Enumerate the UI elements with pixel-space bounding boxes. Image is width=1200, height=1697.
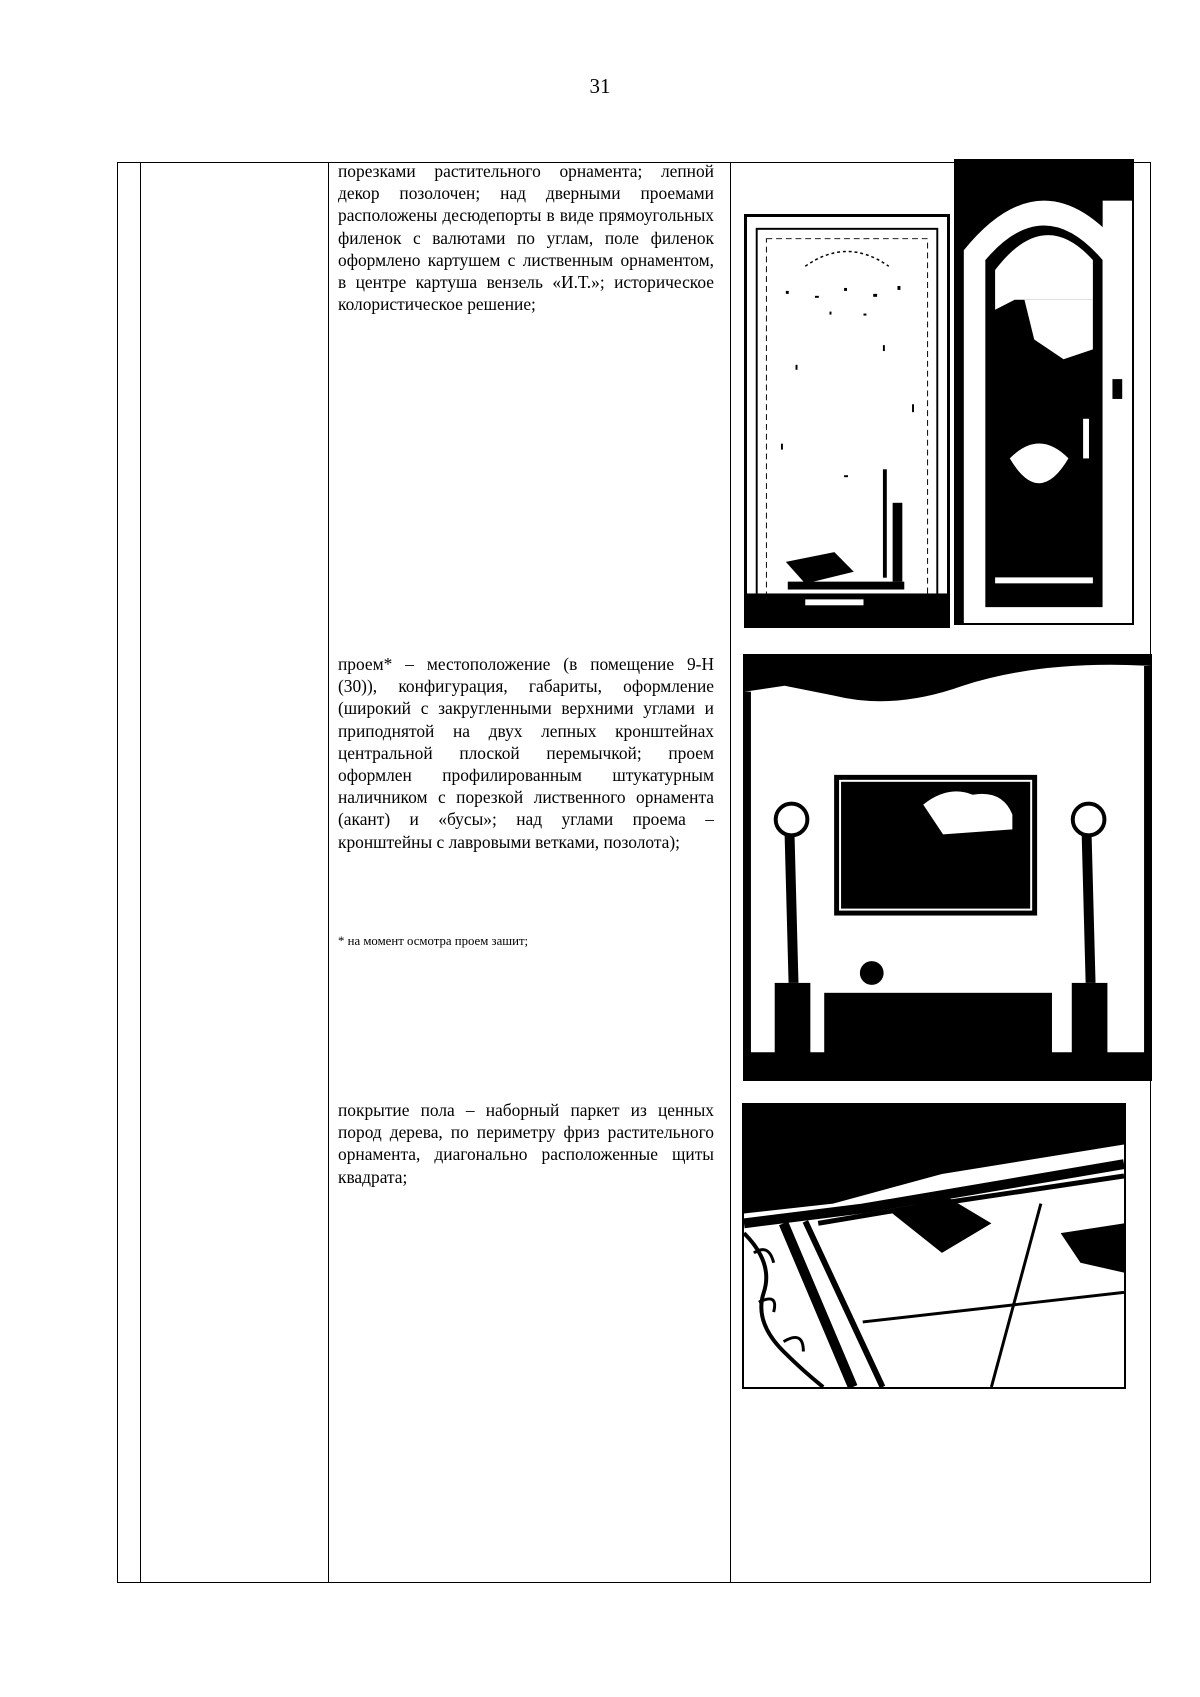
entry-1-text: порезками растительного орнамента; лепной декор позолочен; над дверными проемами расположены десюдепорты в виде прямоугольных филенок с валютами по углам, поле филенок оформлено картушем с лиственным орнаментом, в центре картуша вензель «И.Т.»; историческое колористическое решение; [338, 161, 714, 315]
arched-doorway-photo [954, 159, 1134, 625]
parquet-floor-photo [742, 1103, 1126, 1389]
closed-opening-photo [743, 654, 1152, 1081]
column-divider-2 [328, 163, 329, 1582]
entry-3-text: покрытие пола – наборный паркет из ценных пород дерева, по периметру фриз растительного орнамента, диагонально расположенные щиты квадрата; [338, 1100, 714, 1187]
column-divider-1 [140, 163, 141, 1582]
entry-2-text: проем* – местоположение (в помещение 9-Н (30)), конфигурация, габариты, оформление (широкий с закругленными верхними углами и приподнятой на двух лепных кронштейнах центральной плоской перемычкой; проем оформлен профилированным штукатурным наличником с порезкой лиственного орнамента (акант) и «бусы»; над углами проема – кронштейны с лавровыми ветками, позолота); [338, 654, 714, 852]
column-divider-3 [730, 163, 731, 1582]
overdoor-panel-photo [744, 214, 950, 628]
page-number: 31 [589, 74, 611, 98]
entry-2-footnote: * на момент осмотра проем зашит; [338, 934, 529, 948]
